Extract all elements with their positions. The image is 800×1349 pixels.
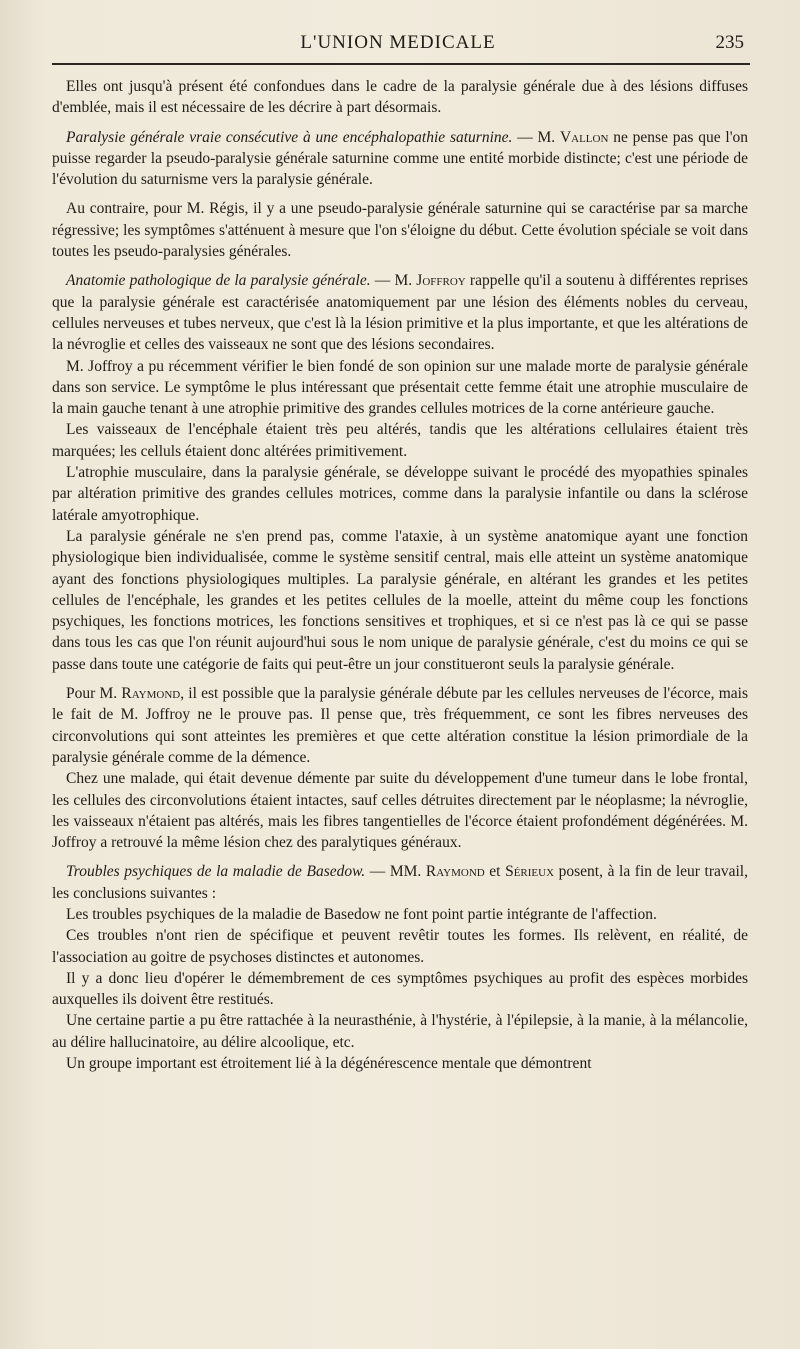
paragraph [52,419,748,462]
paragraph-text: Un groupe important est étroitement lié à la dégénérescence mentale que démontrent [66,1055,592,1073]
paragraph [52,683,748,768]
paragraph [52,198,748,262]
paragraph-text: Elles ont jusqu'à présent été confondues dans le cadre de la paralysie générale due à des lésions diffuses d'emblée, mais il est nécessaire de les décrire à part désormais. [52,78,748,117]
paragraph-text: Une certaine partie a pu être rattachée à la neurasthénie, à l'hystérie, à l'épilepsie, à la manie, à la mélancolie, au délire hallucinatoire, au délire alcoolique, etc. [52,1012,748,1051]
paragraph-text: La paralysie générale ne s'en prend pas, comme l'ataxie, à un système anatomique ayant une fonction physiologique bien individualisée, comme le système sensitif central, mais elle atteint un système anatomique ayant des fonctions physiologiques multiples. La paralysie générale, en altérant les grandes et les petites cellules de l'encéphale, les grandes et les petites cellules de la moelle, atteint du même coup les fonctions psychiques, les fonctions motrices, les fonctions sensitives et trophiques, et si ce n'est pas là ce qui se passe dans tous les cas que l'on réunit aujourd'hui sous le nom unique de paralysie générale, c'est du moins ce qui se passe dans toute une catégorie de faits qui peut-être un jour constitueront seuls la paralysie générale. [52,527,748,673]
running-title: L'UNION MEDICALE [300,32,496,53]
paragraph-text: Les vaisseaux de l'encéphale étaient très peu altérés, tandis que les altérations cellulaires étaient très marquées; les celluls étaient donc altérées primitivement. [52,421,748,460]
author-name: Sérieux [505,863,555,881]
paragraph-text: — M. [512,128,560,146]
paragraph-text: Chez une malade, qui était devenue démente par suite du développement d'une tumeur dans le lobe frontal, les cellules des circonvolutions étaient intactes, sauf celles détruites directement par le néoplasme; la névroglie, les vaisseaux n'étaient pas altérés, mais les fibres tangentielles de l'écorce étaient profondément dégénérées. M. Joffroy a retrouvé la même lésion chez des paralytiques généraux. [52,770,748,852]
section-heading: Anatomie pathologique de la paralysie générale. [66,272,371,290]
paragraph-text: et [484,863,506,881]
running-header [52,30,744,60]
body-text [52,76,748,1074]
author-name: Raymond [121,685,181,703]
paragraph [52,270,748,355]
paragraph-text: Il y a donc lieu d'opérer le démembrement de ces symptômes psychiques au profit des espèces morbides auxquelles ils doivent être restitués. [52,969,748,1009]
paragraph-text: posent, à la fin de leur travail, les conclusions suivantes : [52,863,748,902]
author-name: Raymond [425,863,485,881]
section-heading: Troubles psychiques de la maladie de Basedow. [66,863,366,881]
paragraph-text: Pour M. [66,685,122,703]
author-name: Vallon [559,128,609,146]
page-number: 235 [715,32,744,53]
paragraph-text: Les troubles psychiques de la maladie de Basedow ne font point partie intégrante de l'affection. [66,905,657,923]
paragraph-text: L'atrophie musculaire, dans la paralysie générale, se développe suivant le procédé des myopathies spinales par altération primitive des grandes cellules motrices, comme dans la paralysie infantile ou dans la sclérose latérale amyotrophique. [52,464,748,524]
paragraph [52,904,748,925]
author-name: Joffroy [416,272,466,290]
paragraph [52,462,748,526]
paragraph-text: ne pense pas que l'on puisse regarder la pseudo-paralysie générale saturnine comme une entité morbide distincte; c'est une période de l'évolution du saturnisme vers la paralysie générale. [52,128,748,189]
paragraph [52,526,748,675]
paragraph-text: — M. [370,272,417,290]
paragraph-text: — MM. [365,863,426,881]
paragraph [52,861,748,904]
paragraph [52,768,748,853]
paragraph [52,1053,748,1074]
section-heading: Paralysie générale vraie consécutive à une encéphalopathie saturnine. [66,128,513,146]
paragraph [52,76,748,119]
paragraph-text: , il est possible que la paralysie générale débute par les cellules nerveuses de l'écorce, mais le fait de M. Joffroy ne le prouve pas. Il pense que, très fréquemment, ce sont les fibres nerveuses des circonvolutions qui sont atteintes les premières et que cette altération constitue la lésion primordiale de la paralysie générale comme de la démence. [52,685,748,766]
paragraph [52,968,748,1011]
header-rule [52,63,750,65]
paragraph [52,925,748,968]
paragraph-text: Au contraire, pour M. Régis, il y a une pseudo-paralysie générale saturnine qui se caractérise par sa marche régressive; les symptômes s'atténuent à mesure que l'on s'éloigne du début. Cette évolution spéciale se voit dans toutes les pseudo-paralysies générales. [52,200,748,261]
paragraph-text: Ces troubles n'ont rien de spécifique et peuvent revêtir toutes les formes. Ils relèvent, en réalité, de l'association au goitre de psychoses distinctes et autonomes. [52,927,748,966]
paragraph [52,127,748,191]
paragraph [52,1010,748,1053]
paragraph-text: M. Joffroy a pu récemment vérifier le bien fondé de son opinion sur une malade morte de paralysie générale dans son service. Le symptôme le plus intéressant que présentait cette femme était une atrophie musculaire de la main gauche tenant à une atrophie primitive des grandes cellules motrices de la corne antérieure gauche. [52,357,748,418]
paragraph-text: rappelle qu'il a soutenu à différentes reprises que la paralysie générale est caractérisée anatomiquement par une lésion des éléments nobles du cerveau, cellules nerveuses et tubes nerveux, que c'est là la lésion primitive et la plus importante, et que les altérations de la névroglie et celles des vaisseaux ne sont que des lésions secondaires. [52,272,748,354]
paragraph [52,356,748,420]
